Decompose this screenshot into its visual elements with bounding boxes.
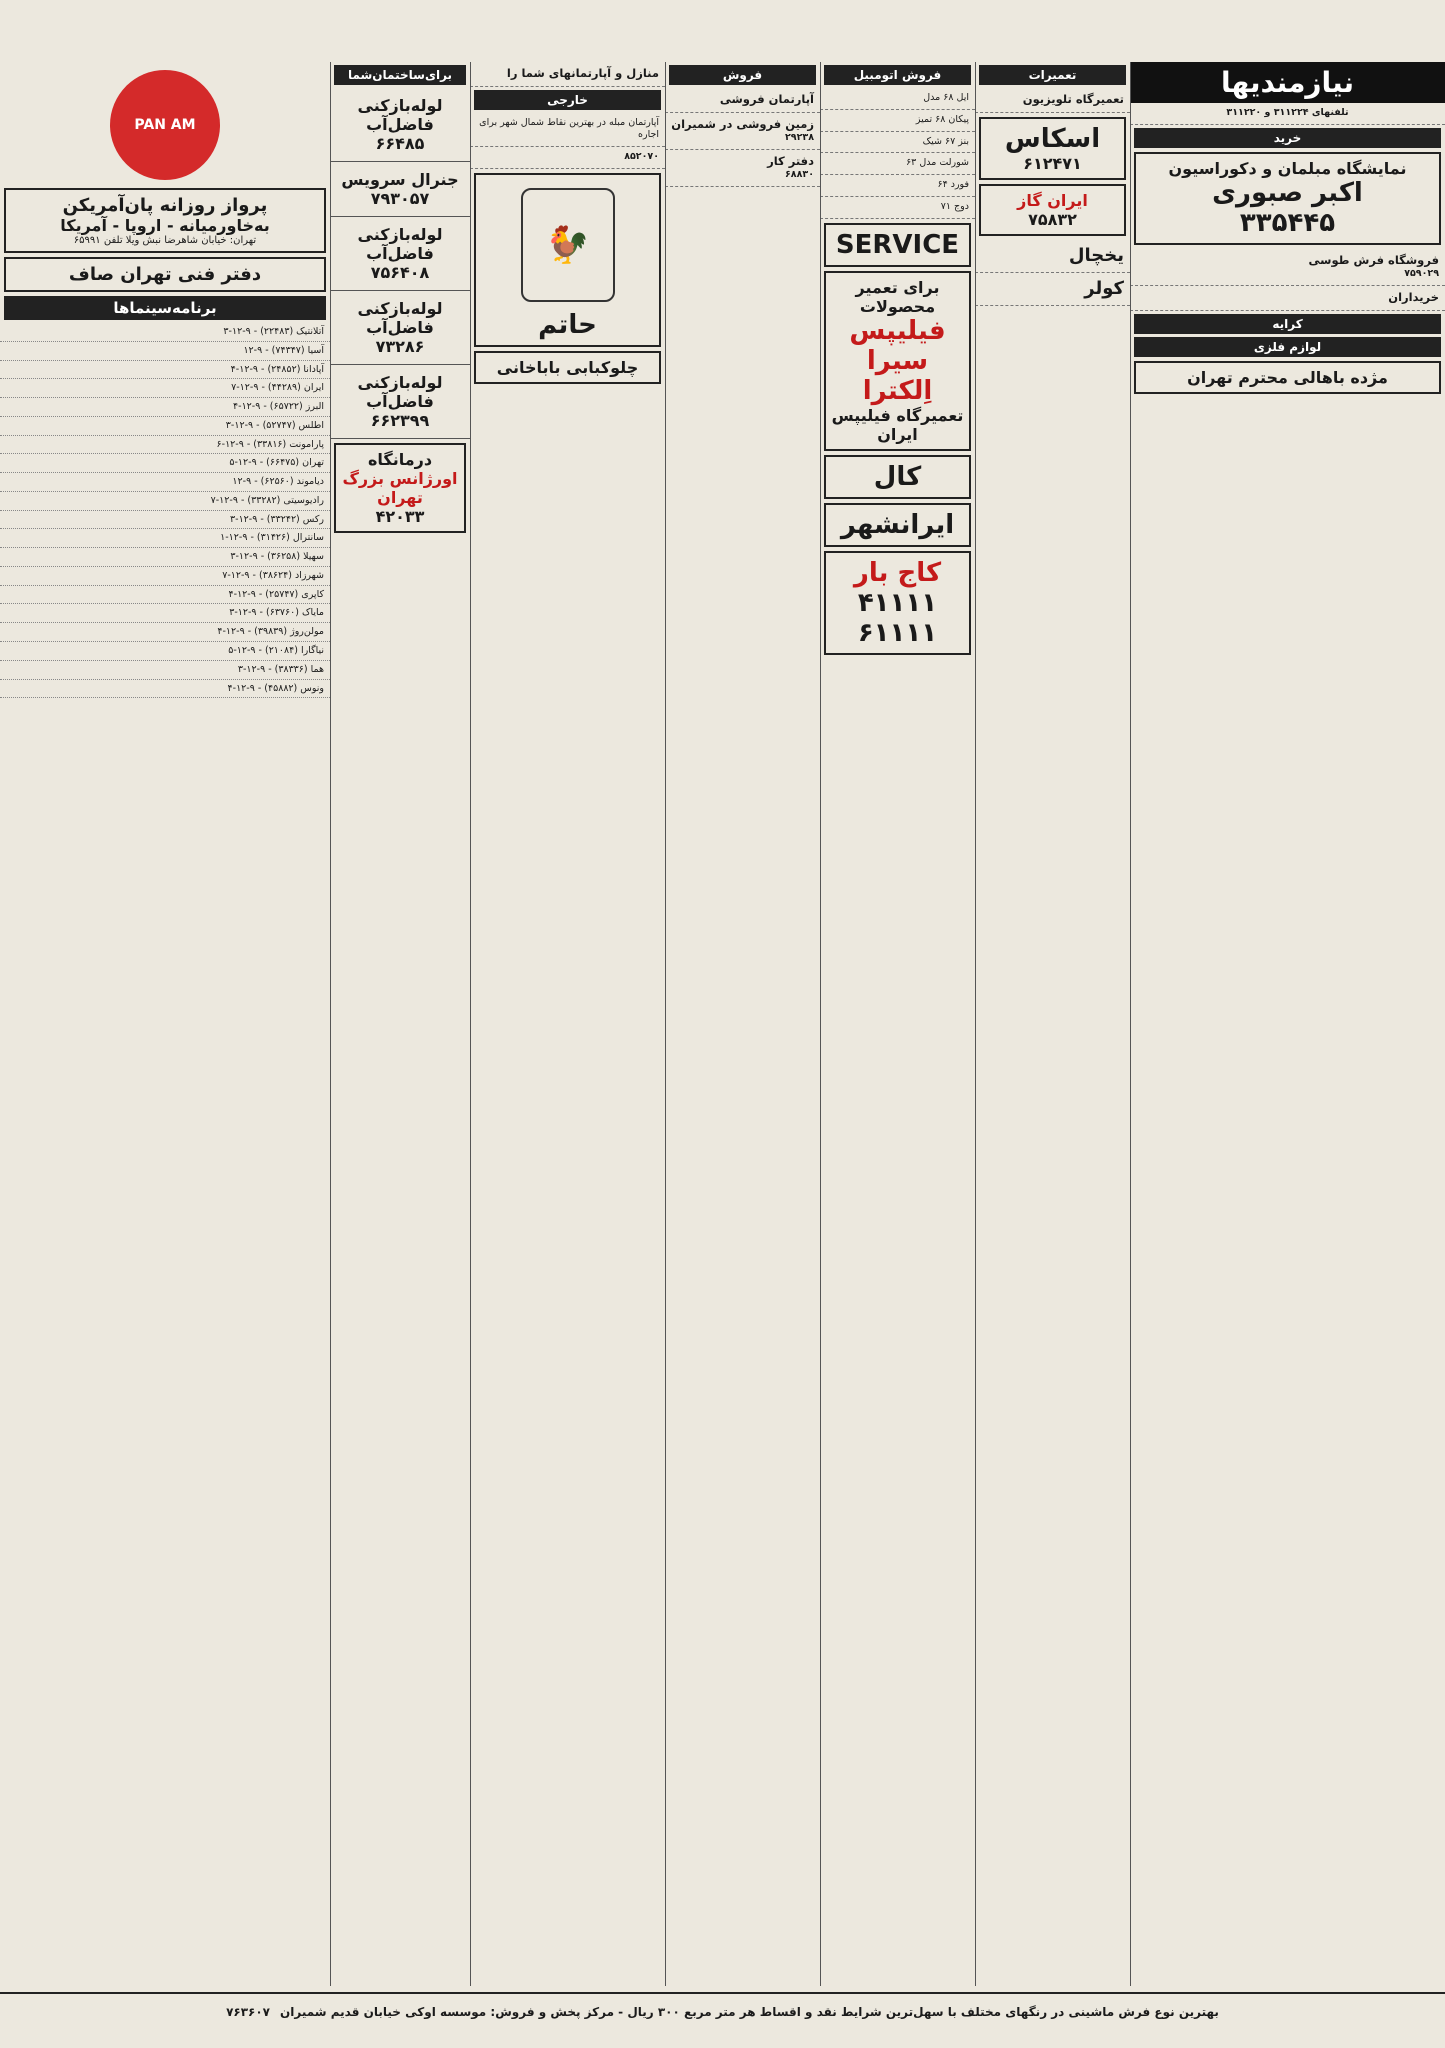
- chelo-title: چلوکبابی باباخانی: [496, 357, 639, 377]
- cinema-program-line: مایاک (۶۳۷۶۰) - ۹-۱۲-۳: [0, 604, 330, 623]
- kharid-section: خرید: [1134, 128, 1441, 148]
- cars-section: فروش اتومبیل: [824, 65, 971, 85]
- iran-gaz-title: ایران گاز: [1017, 190, 1088, 210]
- general-service-ad: [330, 162, 470, 217]
- cinema-program-line: رادیوسیتی (۳۳۲۸۲) - ۹-۱۲-۷: [0, 492, 330, 511]
- kal-label: کال: [873, 461, 922, 492]
- cinema-program-line: تهران (۶۶۴۷۵) - ۹-۱۲-۵: [0, 454, 330, 473]
- building-section: برای‌ساختمان‌شما: [334, 65, 466, 85]
- cinema-program-line: البرز (۶۵۷۲۲) - ۹-۱۲-۴: [0, 398, 330, 417]
- iranshahr-ad: [824, 503, 971, 547]
- cinema-program-line: آسیا (۷۴۳۴۷) - ۹-۱۲: [0, 342, 330, 361]
- office-title: دفتر کار: [767, 153, 814, 168]
- philips-brand: فیلیپس: [849, 315, 946, 346]
- darmangah-phone: ۴۲۰۳۳: [375, 507, 425, 526]
- iran-gaz-phone: ۷۵۸۳۲: [1028, 209, 1077, 229]
- darmangah-title: درمانگاه: [367, 450, 433, 469]
- repairs-section: تعمیرات: [979, 65, 1126, 85]
- footer-ad: [0, 1992, 1445, 2030]
- rooster-icon: 🐓: [521, 188, 615, 302]
- header-phones: تلفنهای ۳۱۱۲۲۴ و ۳۱۱۲۲۰: [1130, 103, 1445, 125]
- fridge-title: یخچال: [1068, 244, 1124, 266]
- panam-route: به‌خاورمیانه - اروپا - آمریکا: [60, 216, 270, 235]
- philips-sub: تعمیرگاه فیلیپس ایران: [831, 405, 964, 444]
- apt-title: آپارتمان فروشی: [719, 92, 814, 106]
- cinema-program-line: سهیلا (۳۶۲۵۸) - ۹-۱۲-۳: [0, 548, 330, 567]
- drain-phone-1: ۶۶۴۸۵: [375, 134, 425, 153]
- rent-title-ad: [470, 62, 665, 87]
- philips-ad: [824, 271, 971, 451]
- chicken-ad: [474, 173, 661, 347]
- cinema-program-line: ایران (۴۴۲۸۹) - ۹-۱۲-۷: [0, 379, 330, 398]
- cinema-program-line: نیاگارا (۲۱۰۸۴) - ۹-۱۲-۵: [0, 642, 330, 661]
- page-header: نیازمندیها: [1130, 62, 1445, 103]
- panam-logo: PAN AM: [110, 70, 220, 180]
- drain-label-4: لوله‌بازکنی فاضل‌آب: [357, 373, 443, 411]
- column-classifieds-header: [1130, 62, 1445, 1986]
- rug-phone: ۷۵۹۰۲۹: [1404, 268, 1439, 280]
- panam-ad: [4, 188, 326, 253]
- land-ad: [665, 113, 820, 150]
- kaj-label: کاج بار: [853, 557, 942, 588]
- kuler-title: کولر: [1084, 277, 1124, 299]
- office-phone: ۶۸۸۳۰: [785, 169, 814, 181]
- tv-repair-title: تعمیرگاه تلویزیون: [1022, 92, 1124, 106]
- drain-ad-2: [330, 217, 470, 291]
- fridge-ad: [975, 240, 1130, 273]
- cinema-program-line: پارامونت (۳۳۸۱۶) - ۹-۱۲-۶: [0, 436, 330, 455]
- kaj-phone-2: ۶۱۱۱۱: [857, 617, 938, 648]
- service-label: SERVICE: [835, 229, 960, 260]
- chelo-ad: [474, 351, 661, 384]
- cinema-program-list: [0, 323, 330, 698]
- drain-phone-4: ۶۶۲۳۹۹: [370, 411, 430, 430]
- darmangah-ad: [334, 443, 466, 533]
- office-clean-title: دفتر فنی تهران صاف: [68, 264, 262, 285]
- foreign-section: خارجی: [474, 90, 661, 110]
- good-news-title: مژده باهالی محترم تهران: [1187, 367, 1388, 387]
- iranshahr-label: ایرانشهر: [840, 509, 955, 540]
- buyers-ad: [1130, 286, 1445, 311]
- cinema-programs-title: برنامه‌سینماها: [4, 296, 326, 320]
- philips-product: سیرا اِلکترا: [862, 345, 933, 406]
- column-repairs: [975, 62, 1131, 1986]
- footer-phone: ۷۶۳۶۰۷: [226, 2005, 271, 2019]
- footer-text: بهترین نوع فرش ماشینی در رنگهای مختلف با سهل‌ترین شرایط نقد و اقساط هر متر مربع ۳۰۰ ریال - مرکز پخش و فروش: موسسه اوکی خیابان قدیم شمیران: [280, 2005, 1219, 2019]
- drain-label-2: لوله‌بازکنی فاضل‌آب: [357, 225, 443, 263]
- furniture-title: نمایشگاه مبلمان و دکوراسیون: [1168, 158, 1407, 178]
- furniture-phone: ۳۳۵۴۴۵: [1239, 207, 1336, 238]
- buyers-title: خریداران: [1388, 290, 1439, 305]
- rug-title: فروشگاه فرش طوسی: [1308, 252, 1439, 267]
- phone-number: ۸۵۲۰۷۰: [624, 151, 659, 163]
- apt-ad: [665, 88, 820, 113]
- cinema-program-line: اطلس (۵۲۷۴۷) - ۹-۱۲-۳: [0, 417, 330, 436]
- cinema-program-line: شهرزاد (۳۸۶۲۴) - ۹-۱۲-۷: [0, 567, 330, 586]
- car-ad-5: فورد ۶۴: [820, 175, 975, 197]
- drain-ad-3: [330, 291, 470, 365]
- asia-label: اسکاس: [1004, 123, 1101, 154]
- car-ad-2: پیکان ۶۸ تمیز: [820, 110, 975, 132]
- chicken-label: حاتم: [538, 309, 597, 340]
- cinema-program-line: آپادانا (۲۴۸۵۲) - ۹-۱۲-۴: [0, 361, 330, 380]
- service-ad: [824, 223, 971, 267]
- rent-section: کرایه: [1134, 314, 1441, 334]
- darmangah-urgent: اورژانس بزرگ تهران: [342, 469, 458, 507]
- car-ad-6: دوج ۷۱: [820, 197, 975, 219]
- land-title: زمین فروشی در شمیران: [671, 116, 814, 131]
- cinema-program-line: کاپری (۲۵۷۴۷) - ۹-۱۲-۴: [0, 586, 330, 605]
- car-ad-4: شورلت مدل ۶۳: [820, 153, 975, 175]
- cinema-program-line: رکس (۳۳۲۴۲) - ۹-۱۲-۳: [0, 511, 330, 530]
- philips-title: برای تعمیر محصولات: [855, 277, 940, 316]
- kaj-ad: [824, 551, 971, 655]
- drain-label-1: لوله‌بازکنی فاضل‌آب: [357, 96, 443, 134]
- phone-ad: [470, 147, 665, 169]
- kuler-ad: [975, 273, 1130, 306]
- general-service-label: جنرال سرویس: [341, 170, 459, 189]
- iran-gaz-ad: [979, 184, 1126, 236]
- car-ad-3: بنز ۶۷ شیک: [820, 132, 975, 154]
- asia-phone: ۶۱۲۴۷۱: [1023, 153, 1082, 173]
- drain-label-3: لوله‌بازکنی فاضل‌آب: [357, 299, 443, 337]
- drain-ad-4: [330, 365, 470, 439]
- sales-section: فروش: [669, 65, 816, 85]
- car-ad-1: ایل ۶۸ مدل: [820, 88, 975, 110]
- kal-ad: [824, 455, 971, 499]
- column-panam-cinema: [0, 62, 331, 1986]
- rent-title: منازل و آپارتمانهای شما را: [506, 66, 659, 80]
- tv-repair-ad: [975, 88, 1130, 113]
- cinema-program-line: مولن‌روژ (۳۹۸۳۹) - ۹-۱۲-۴: [0, 623, 330, 642]
- cinema-program-line: هما (۳۸۳۳۶) - ۹-۱۲-۳: [0, 661, 330, 680]
- drain-phone-2: ۷۵۶۴۰۸: [370, 263, 430, 282]
- cinema-program-line: آتلانتیک (۲۲۴۸۳) - ۹-۱۲-۳: [0, 323, 330, 342]
- office-ad: [665, 150, 820, 187]
- cinema-program-line: ونوس (۴۵۸۸۲) - ۹-۱۲-۴: [0, 680, 330, 699]
- asia-ad: [979, 117, 1126, 180]
- good-news-ad: [1134, 361, 1441, 394]
- column-sales: [665, 62, 821, 1986]
- furnished-apt-ad: آپارتمان مبله در بهترین نقاط شمال شهر برای اجاره: [470, 113, 665, 148]
- drain-phone-3: ۷۳۲۸۶: [375, 337, 425, 356]
- kaj-phone: ۴۱۱۱۱: [857, 587, 938, 618]
- cinema-program-line: دیاموند (۶۲۵۶۰) - ۹-۱۲: [0, 473, 330, 492]
- panam-headline: پرواز روزانه پان‌آمریکن: [62, 195, 268, 216]
- office-clean-ad: [4, 257, 326, 292]
- general-service-phone: ۷۹۳۰۵۷: [370, 189, 430, 208]
- column-building: [330, 62, 471, 1986]
- land-phone: ۲۹۲۳۸: [785, 132, 814, 144]
- panam-address: تهران: خیابان شاهرضا نبش ویلا تلفن ۶۵۹۹۱: [73, 235, 257, 246]
- drain-ad-1: [330, 88, 470, 162]
- column-cars: [820, 62, 976, 1986]
- column-rentals: [470, 62, 666, 1986]
- cinema-program-line: سانترال (۳۱۴۲۶) - ۹-۱۲-۱: [0, 529, 330, 548]
- furniture-name: اکبر صبوری: [1212, 177, 1363, 208]
- rug-ad: [1130, 249, 1445, 286]
- furniture-ad: [1134, 152, 1441, 245]
- metal-section: لوازم فلزی: [1134, 337, 1441, 357]
